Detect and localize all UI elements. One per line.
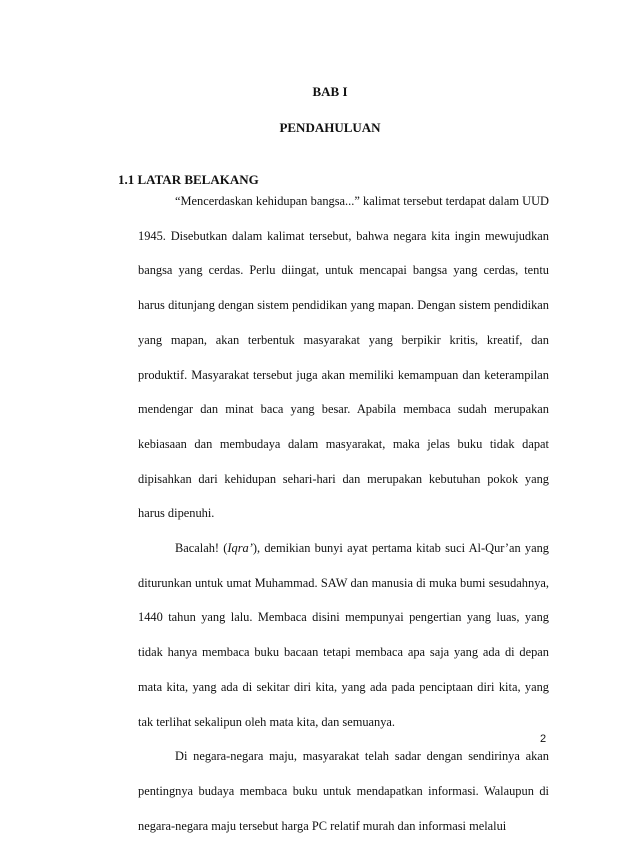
chapter-number: BAB I — [312, 84, 348, 99]
chapter-title: PENDAHULUAN — [279, 120, 381, 135]
section-heading: 1.1 LATAR BELAKANG — [118, 172, 259, 187]
paragraph: “Mencerdaskan kehidupan bangsa...” kalimat tersebut terdapat dalam UUD 1945. Disebutkan dalam kalimat tersebut, bahwa negara kita ingin mewujudkan bangsa yang cerdas. Perlu diingat, untuk mencapai bangsa yang cerdas, tentu harus ditunjang dengan sistem pendidikan yang mapan. Dengan sistem pendidikan yang mapan, akan terbentuk masyarakat yang berpikir kritis, kreatif, dan produktif. Masyarakat tersebut juga akan memiliki kemampuan dan keterampilan mendengar dan minat baca yang besar. Apabila membaca sudah merupakan kebiasaan dan membudaya dalam masyarakat, maka jelas buku tidak dapat dipisahkan dari kehidupan sehari-hari dan merupakan kebutuhan pokok yang harus dipenuhi. — [138, 194, 549, 521]
page-number: 2 — [540, 733, 547, 745]
body-text — [138, 184, 549, 843]
paragraph-text: Bacalah! ( — [175, 541, 228, 556]
paragraph: Di negara-negara maju, masyarakat telah sadar dengan sendirinya akan pentingnya budaya membaca buku untuk mendapatkan informasi. Walaupun di negara-negara maju tersebut harga PC relatif murah dan informasi melalui — [138, 749, 549, 833]
italic-term: Iqra’ — [227, 541, 253, 556]
paragraph-text: ), demikian bunyi ayat pertama kitab suci Al-Qur’an yang diturunkan untuk umat Muhammad. SAW dan manusia di muka bumi sesudahnya, 1440 tahun yang lalu. Membaca disini mempunyai pengertian yang luas, yang tidak hanya membaca buku bacaan tetapi membaca apa saja yang ada di depan mata kita, yang ada di sekitar diri kita, yang ada pada penciptaan diri kita, yang tak terlihat sekalipun oleh mata kita, dan semuanya. — [138, 541, 549, 729]
paragraph — [138, 531, 549, 739]
